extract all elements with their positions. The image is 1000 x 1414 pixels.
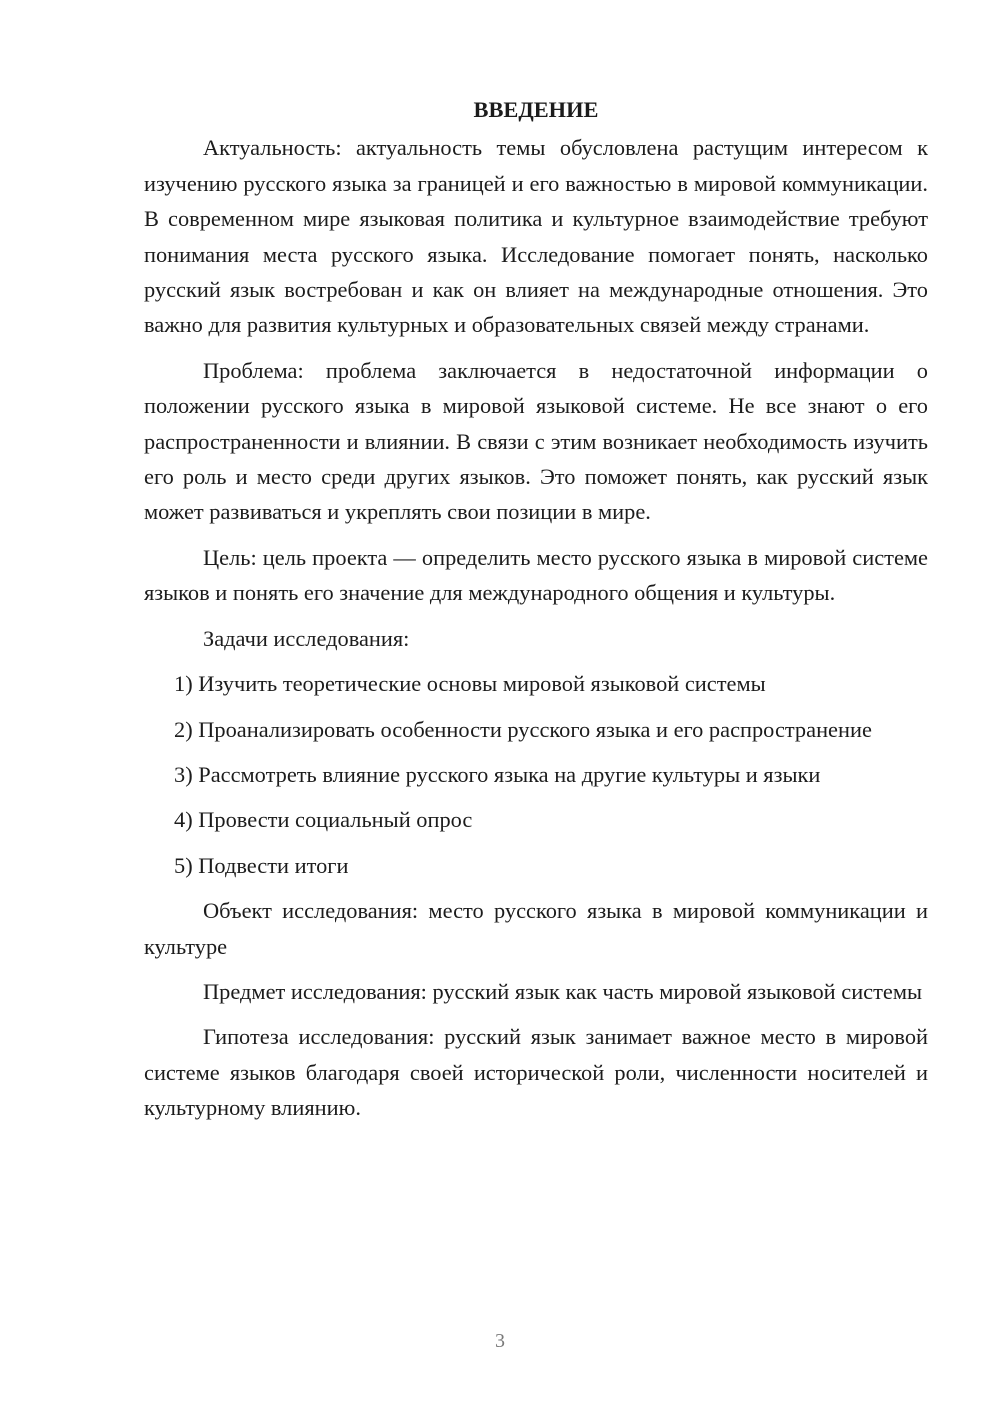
task-item: 3) Рассмотреть влияние русского языка на другие культуры и языки bbox=[174, 761, 821, 787]
paragraph-relevance: Актуальность: актуальность темы обусловлена растущим интересом к изучению русского языка за границей и его важностью в мировой коммуникации. В современном мире языковая политика и культурное взаимодействие требуют понимания места русского языка. Исследование помогает понять, насколько русский язык востребован и как он влияет на международные отношения. Это важно для развития культурных и образовательных связей между странами. bbox=[144, 135, 928, 338]
paragraph-object: Объект исследования: место русского языка в мировой коммуникации и культуре bbox=[144, 898, 928, 959]
task-item: 1) Изучить теоретические основы мировой языковой системы bbox=[174, 671, 766, 697]
paragraph-hypothesis: Гипотеза исследования: русский язык занимает важное место в мировой системе языков благодаря своей исторической роли, численности носителей и культурному влиянию. bbox=[144, 1024, 928, 1121]
paragraph-subject: Предмет исследования: русский язык как часть мировой языковой системы bbox=[203, 978, 923, 1004]
task-list bbox=[144, 666, 928, 883]
tasks-heading: Задачи исследования: bbox=[203, 625, 410, 651]
paragraph-goal: Цель: цель проекта — определить место русского языка в мировой системе языков и понять его значение для международного общения и культуры. bbox=[144, 544, 928, 606]
page-title: ВВЕДЕНИЕ bbox=[473, 97, 599, 122]
task-item: 5) Подвести итоги bbox=[174, 852, 349, 878]
task-item: 4) Провести социальный опрос bbox=[174, 807, 473, 833]
paragraph-problem: Проблема: проблема заключается в недостаточной информации о положении русского языка в мировой языковой системе. Не все знают о его распространенности и влиянии. В связи с этим возникает необходимость изучить его роль и место среди других языков. Это поможет понять, как русский язык может развиваться и укреплять свои позиции в мире. bbox=[144, 357, 928, 525]
document-page bbox=[144, 92, 928, 1136]
task-item: 2) Проанализировать особенности русского языка и его распространение bbox=[174, 716, 872, 742]
page-number: 3 bbox=[495, 1330, 505, 1352]
